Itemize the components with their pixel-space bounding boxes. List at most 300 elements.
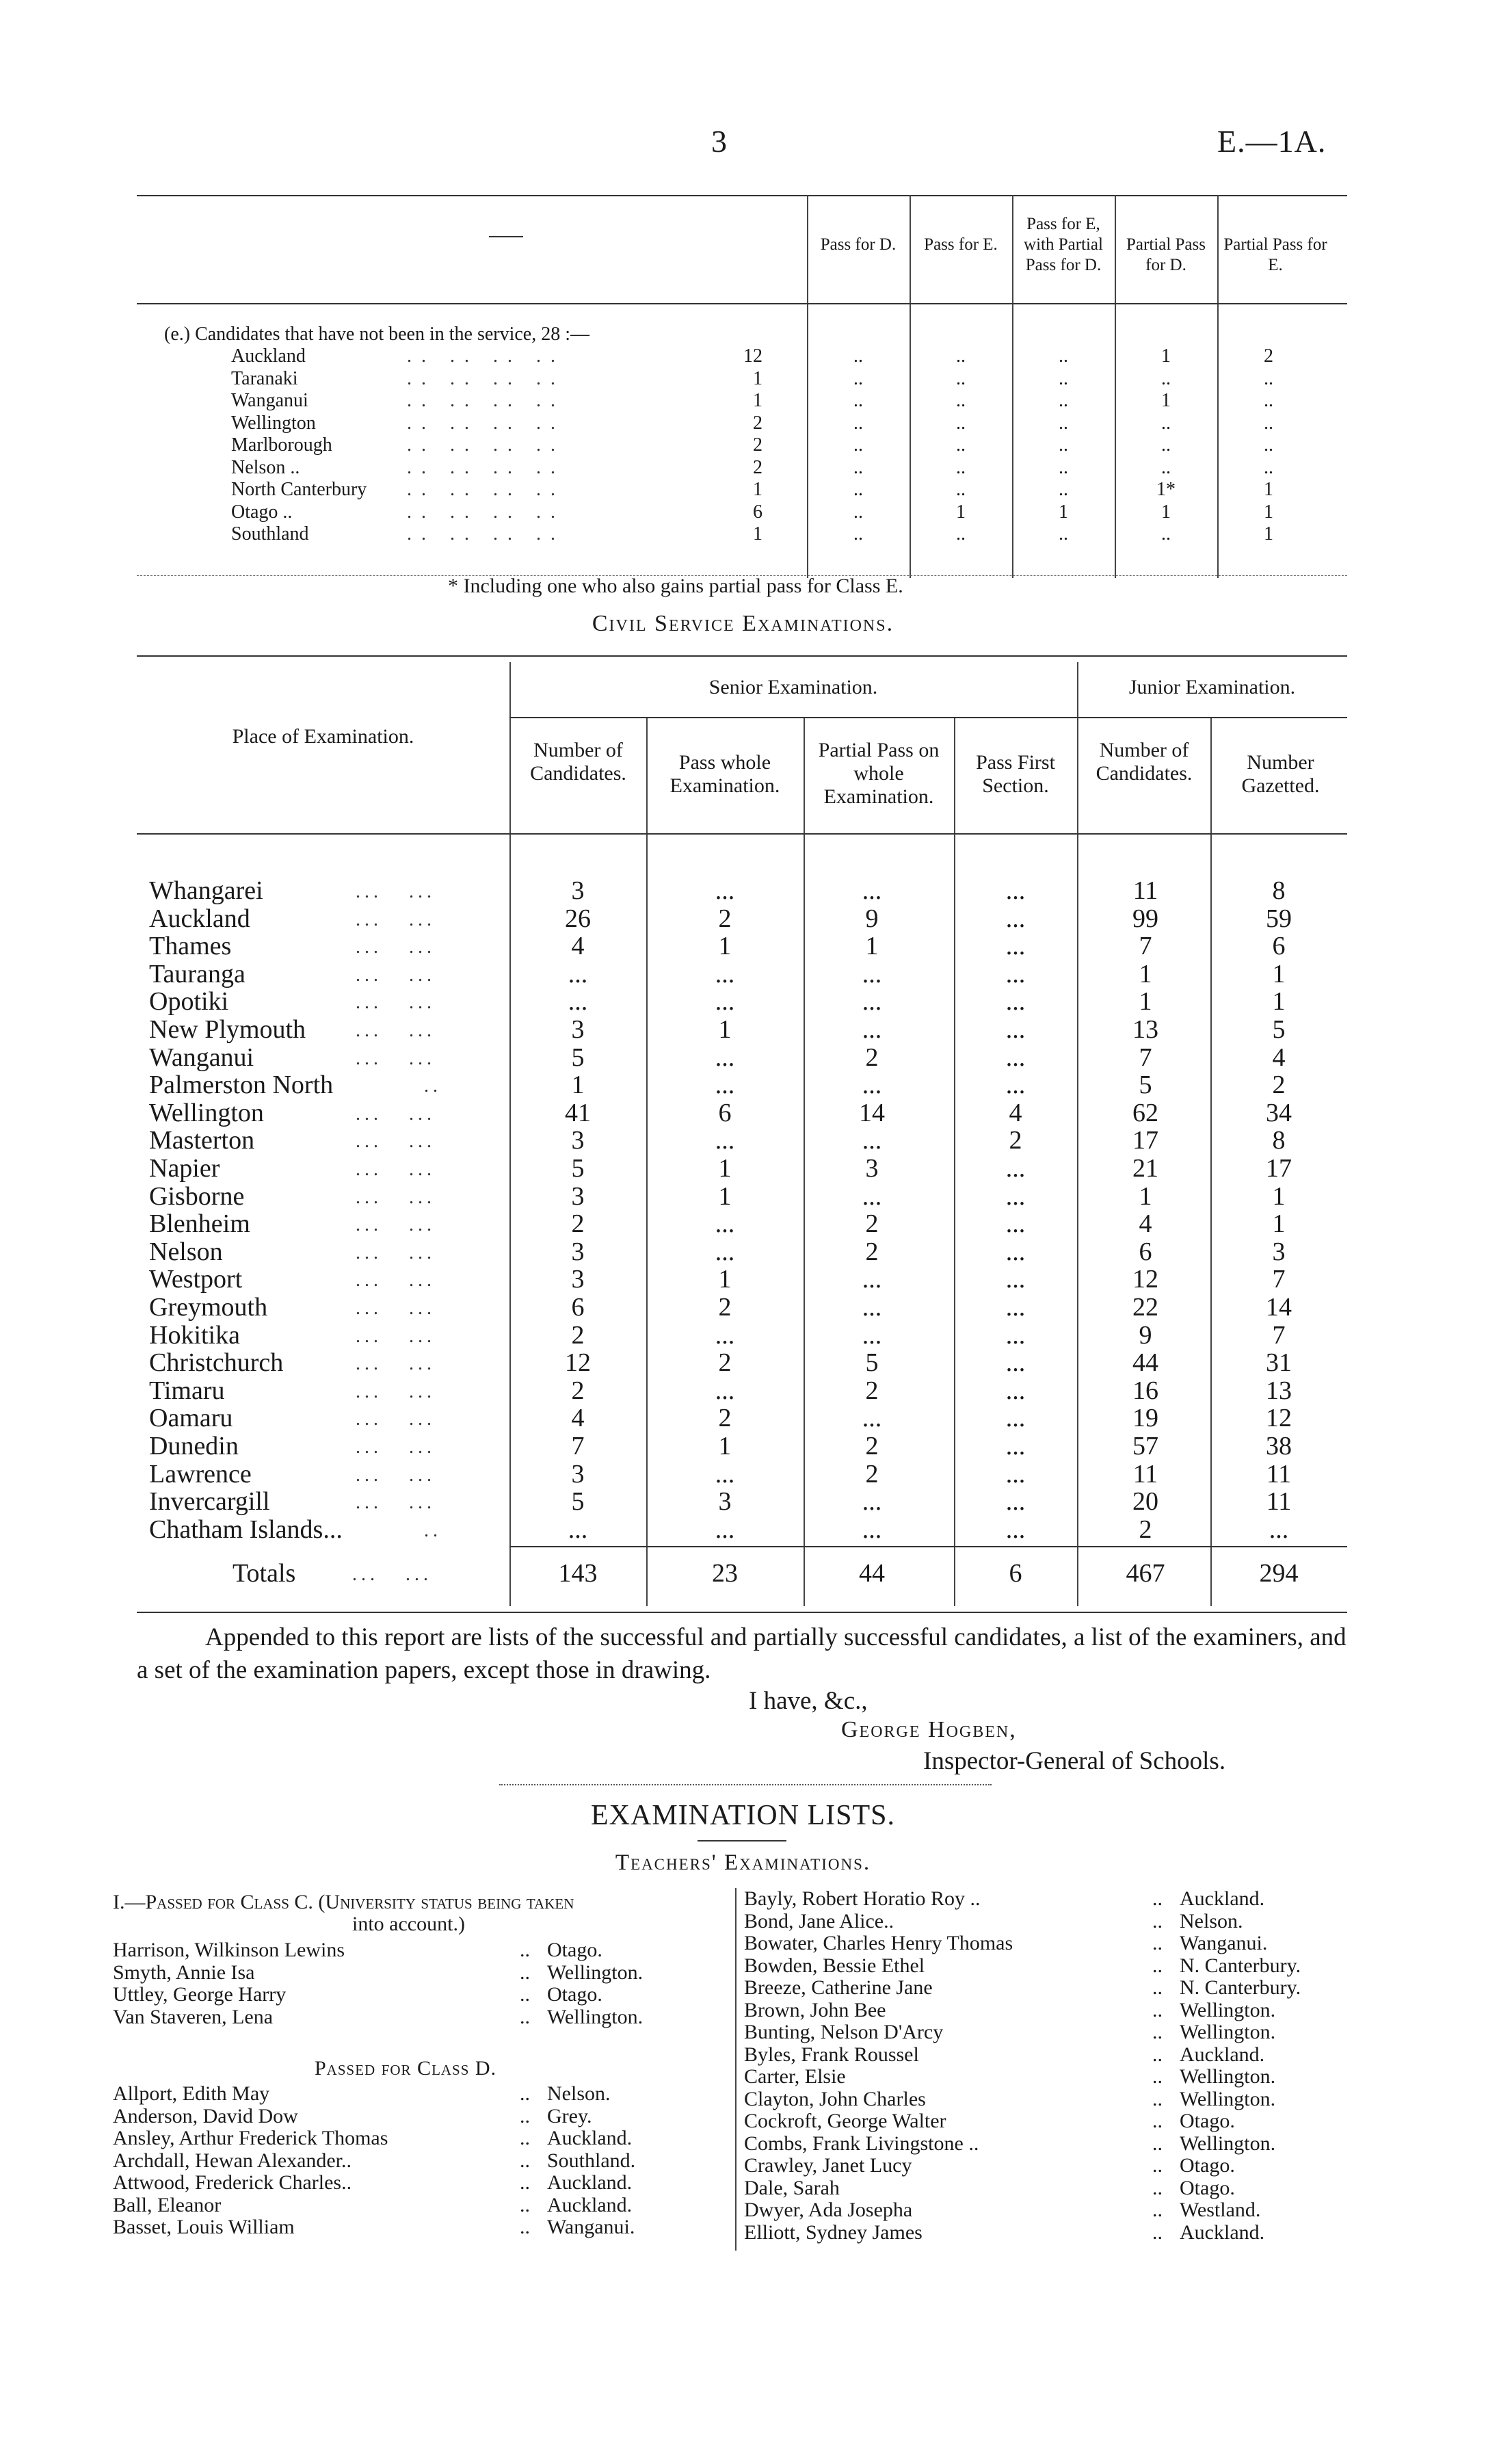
table-row [137,904,1347,931]
list-item-name: Allport, Edith May [113,2082,270,2105]
table-row [137,457,1347,480]
leader-dots: .. .. .. .. [407,479,565,500]
place-name: Hokitika [149,1320,240,1350]
civil-service-title: Civil Service Examinations. [592,611,894,636]
cell-value: 4 [571,1404,585,1433]
footnote: * Including one who also gains partial pass for Class E. [448,575,903,597]
cell-value: ... [1005,1376,1026,1405]
cell-value: 3 [571,876,585,905]
cell-value: 13 [1132,1015,1158,1044]
place-name: North Canterbury [231,479,367,500]
cell-value: 2 [571,1376,585,1405]
candidate-count: 12 [743,345,762,367]
cell-value: ... [862,1320,882,1350]
place-name: Opotiki [149,987,229,1017]
leader-dots: .. .. .. .. [407,456,565,478]
cell-value: 12 [565,1348,591,1378]
table-row [137,412,1347,435]
cell-value: .. [853,345,863,367]
col-header-pass-d: Pass for D. [820,235,897,254]
cell-value: .. [1059,523,1068,545]
cell-value: 2 [1272,1071,1286,1100]
leader-dots: .. .. .. .. [407,390,565,411]
list-item-district: Wanganui. [1180,1932,1268,1954]
col-header-pass-whole: Pass whole Examination. [669,751,780,797]
cell-value: ... [1005,1432,1026,1460]
list-item-name: Attwood, Frederick Charles.. [113,2171,352,2194]
list-item-name: Harrison, Wilkinson Lewins [113,1939,345,1961]
table-row [137,390,1347,412]
section-label: (e.) Candidates that have not been in the service, 28 :— [164,324,590,345]
cell-value: 2 [718,904,732,933]
leader-dots: .. [520,2149,530,2172]
cell-value: 11 [1132,1459,1158,1489]
table-top-rule [137,195,1347,196]
cell-value: ... [1005,1320,1026,1350]
cell-value: 1 [865,932,879,961]
cell-value: 7 [1139,932,1152,961]
leader-dots: .. [520,2104,530,2127]
leader-dots: ... ... [356,1047,436,1069]
cell-value: .. [956,523,966,545]
list-item-district: Wellington. [547,2005,644,2028]
leader-dots: ... ... [356,1492,436,1514]
leader-dots: .. .. .. .. [407,367,565,389]
total-gazetted: 294 [1259,1559,1299,1588]
list-item-name: Brown, John Bee [744,1998,886,2021]
cell-value: 1 [1139,987,1152,1017]
list-item-name: Archdall, Hewan Alexander.. [113,2149,352,2172]
cell-value: 26 [565,904,591,933]
column-divider [735,1888,737,2251]
signatory-title: Inspector-General of Schools. [923,1747,1226,1775]
leader-dots: ... ... [356,1464,436,1486]
place-name: Chatham Islands... [149,1515,343,1544]
cell-value: 3 [571,1126,585,1155]
leader-dots: .. [520,2082,530,2105]
table-row [137,1486,1347,1517]
cell-value: 6 [1272,932,1286,961]
cell-value: .. [1161,456,1171,478]
cell-value: ... [1005,1293,1026,1322]
place-name: New Plymouth [149,1015,306,1044]
cell-value: .. [853,412,863,434]
cell-value: 2 [865,1237,879,1266]
leader-dots: .. [520,1961,530,1984]
cell-value: .. [956,434,966,456]
cell-value: ... [1005,1459,1026,1489]
cell-value: .. [853,367,863,389]
cell-value: .. [1161,412,1171,434]
list-item-district: Southland. [547,2149,636,2172]
table-row [137,959,1347,986]
cell-value: ... [862,1071,882,1100]
place-name: Marlborough [231,434,332,456]
list-item-district: Auckland. [547,2127,633,2149]
leader-dots: ... ... [356,1325,436,1347]
cell-value: 8 [1272,876,1286,905]
cell-value: 1 [1272,987,1286,1017]
leader-dots: .. [1152,2220,1163,2244]
place-name: Otago .. [231,501,293,523]
col-header-pass-e-partial-d: Pass for E, with Partial Pass for D. [1024,215,1103,274]
cell-value: .. [956,456,966,478]
totals-label: Totals [233,1559,296,1588]
leader-dots: .. [520,1939,530,1961]
list-item-district: Auckland. [547,2193,633,2216]
totals-rule [509,1546,1347,1547]
header-dash [489,236,523,237]
col-header-partial-e: Partial Pass for E. [1223,235,1327,274]
cell-value: 14 [1266,1293,1292,1322]
cell-value: 16 [1132,1376,1158,1405]
cell-value: 1 [1161,501,1171,523]
leader-dots: ... ... [356,1131,436,1153]
table-row [137,345,1347,368]
cell-value: ... [862,1126,882,1155]
table-row [137,434,1347,457]
cell-value: 4 [1272,1043,1286,1072]
cell-value: 17 [1266,1154,1292,1183]
place-name: Lawrence [149,1459,252,1489]
cell-value: ... [715,1043,735,1072]
list-item-name: Clayton, John Charles [744,2087,926,2110]
cell-value: 4 [1009,1098,1022,1127]
cell-value: .. [1059,434,1068,456]
cell-value: ... [862,1404,882,1433]
total-junior-candidates: 467 [1126,1559,1165,1588]
table-row [137,1237,1347,1264]
list-item-name: Breeze, Catherine Jane [744,1976,933,1999]
cell-value: 34 [1266,1098,1292,1127]
senior-header: Senior Examination. [708,676,878,698]
candidate-count: 1 [753,523,762,545]
leader-dots: .. [1152,2021,1163,2043]
cell-value: 9 [865,904,879,933]
cell-value: 62 [1132,1098,1158,1127]
cell-value: 41 [565,1098,591,1127]
cell-value: 12 [1132,1265,1158,1294]
place-name: Westport [149,1265,243,1294]
leader-dots: .. .. .. .. [407,523,565,545]
place-name: Thames [149,932,232,961]
place-name: Auckland [149,904,250,933]
cell-value: 14 [859,1098,885,1127]
list-item-district: N. Canterbury. [1180,1976,1301,1999]
list-item-district: Otago. [1180,2176,1235,2199]
cell-value: 4 [571,932,585,961]
list-item-district: Wanganui. [547,2216,635,2238]
list-item-district: Otago. [547,1939,602,1961]
page-number: 3 [711,124,727,159]
table-row [137,1376,1347,1403]
cell-value: ... [1005,932,1026,961]
cell-value: ... [1005,1154,1026,1183]
leader-dots: .. .. .. .. [407,434,565,456]
cell-value: ... [715,987,735,1017]
leader-dots: ... ... [356,1437,436,1458]
cell-value: 1 [1272,1209,1286,1239]
candidate-count: 2 [753,434,762,456]
list-item-name: Byles, Frank Roussel [744,2043,919,2066]
document-code: E.—1A. [1217,124,1327,159]
cell-value: 1* [1156,479,1176,500]
leader-dots: ... ... [356,1353,436,1375]
cell-value: ... [862,1181,882,1211]
cell-value: 1 [718,932,732,961]
title-underline [698,1840,786,1842]
cell-value: .. [956,367,966,389]
col-header-partial-pass: Partial Pass on whole Examination. [818,739,940,808]
cell-value: ... [862,959,882,988]
leader-dots: .. [520,2193,530,2216]
table-row [137,1264,1347,1292]
col-header-first-section: Pass First Section. [976,751,1055,797]
table-row [137,1181,1347,1209]
cell-value: 1 [1161,345,1171,367]
list-item-name: Bunting, Nelson D'Arcy [744,2021,944,2043]
list-item-district: Wellington. [1180,2132,1276,2155]
leader-dots: ... ... [352,1564,432,1585]
cell-value: ... [862,1293,882,1322]
leader-dots: .. [1152,1976,1163,1999]
candidate-count: 1 [753,367,762,389]
cell-value: 11 [1132,876,1158,905]
table-row [137,1125,1347,1153]
cell-value: .. [1161,434,1171,456]
cell-value: ... [1005,1348,1026,1378]
list-item-district: Auckland. [547,2171,633,2194]
totals-row [137,1558,1347,1586]
list-item-name: Dwyer, Ada Josepha [744,2199,913,2221]
cell-value: ... [568,987,588,1017]
cell-value: 1 [718,1015,732,1044]
cell-value: 11 [1266,1487,1292,1517]
list-item-district: Auckland. [1180,2220,1265,2244]
leader-dots: ... ... [356,992,436,1014]
place-name: Nelson [149,1237,223,1266]
cell-value: 7 [1272,1265,1286,1294]
place-name: Wellington [149,1098,264,1127]
cell-value: ... [1005,1265,1026,1294]
table-row [137,1459,1347,1489]
cell-value: .. [956,345,966,367]
list-item-name: Smyth, Annie Isa [113,1961,255,1984]
cell-value: .. [1264,456,1273,478]
teachers-examinations-title: Teachers' Examinations. [615,1850,871,1875]
civil-service-table [137,655,1347,1616]
cell-value: 1 [1272,959,1286,988]
table-row [137,1153,1347,1181]
class-c-heading: I.—Passed for Class C. (University status being taken [113,1891,574,1913]
cell-value: 2 [865,1209,879,1239]
total-pass-whole: 23 [712,1559,738,1588]
cell-value: .. [1059,412,1068,434]
leader-dots: .. [1152,2154,1163,2177]
cell-value: 1 [1161,390,1171,411]
cell-value: 57 [1132,1432,1158,1460]
leader-dots: ... ... [356,908,436,930]
cell-value: .. [956,479,966,500]
closing-text: Appended to this report are lists of the successful and partially successful candidates, a list of the examiners, and a set of the examination papers, except those in drawing. [137,1623,1346,1684]
leader-dots: ... ... [356,1020,436,1041]
cell-value: .. [1059,367,1068,389]
total-partial-pass: 44 [859,1559,885,1588]
candidate-count: 1 [753,390,762,411]
table-row [137,876,1347,903]
cell-value: ... [715,1126,735,1155]
table-row [137,1292,1347,1320]
cell-value: 5 [1139,1071,1152,1100]
leader-dots: .. [520,2216,530,2238]
cell-value: .. [956,390,966,411]
cell-value: 6 [1139,1237,1152,1266]
table-row [137,931,1347,961]
table-row [137,1070,1347,1100]
cell-value: 2 [718,1404,732,1433]
cell-value: 13 [1266,1376,1292,1405]
place-name: Southland [231,523,309,545]
cell-value: ... [715,1515,735,1544]
table-row [137,523,1347,546]
cell-value: 1 [718,1154,732,1183]
cell-value: ... [862,876,882,905]
cell-value: 2 [718,1293,732,1322]
place-name: Greymouth [149,1293,268,1322]
list-item-name: Combs, Frank Livingstone .. [744,2132,979,2155]
cell-value: 2 [1264,345,1273,367]
table-row [137,479,1347,501]
cell-value: 2 [571,1209,585,1239]
place-name: Gisborne [149,1181,245,1211]
cell-value: 22 [1132,1293,1158,1322]
table-row [137,1515,1347,1542]
cell-value: 6 [571,1293,585,1322]
cell-value: 31 [1266,1348,1292,1378]
leader-dots: ... ... [356,1103,436,1125]
leader-dots: .. [424,1075,442,1097]
list-item-name: Bayly, Robert Horatio Roy .. [744,1887,981,1910]
cell-value: .. [956,412,966,434]
cell-value: ... [1005,1209,1026,1239]
list-item-name: Ansley, Arthur Frederick Thomas [113,2127,388,2149]
leader-dots: .. .. .. .. [407,501,565,523]
leader-dots: ... ... [356,1214,436,1236]
place-name: Wanganui [231,390,308,411]
cell-value: 2 [1139,1515,1152,1544]
list-item-name: Bowden, Bessie Ethel [744,1954,925,1977]
cell-value: .. [1264,434,1273,456]
cell-value: ... [862,1515,882,1544]
cell-value: .. [1059,390,1068,411]
cell-value: ... [715,1071,735,1100]
cell-value: ... [715,876,735,905]
cell-value: 1 [1139,1181,1152,1211]
cell-value: 1 [1264,523,1273,545]
leader-dots: .. [1152,2199,1163,2221]
place-name: Wanganui [149,1043,254,1072]
leader-dots: .. [424,1519,442,1541]
cell-value: ... [568,959,588,988]
cell-value: 3 [865,1154,879,1183]
cell-value: 1 [718,1265,732,1294]
col-header-senior-candidates: Number of Candidates. [530,739,626,785]
place-name: Palmerston North [149,1071,334,1100]
cell-value: .. [1264,390,1273,411]
list-item-name: Basset, Louis William [113,2216,295,2238]
leader-dots: .. [520,2171,530,2194]
leader-dots: .. [1152,1887,1163,1910]
cell-value: 7 [571,1432,585,1460]
cell-value: .. [853,501,863,523]
leader-dots: .. [1152,2065,1163,2088]
cell-value: 2 [865,1043,879,1072]
class-c-heading-cont: into account.) [352,1913,465,1935]
list-item-district: Otago. [547,1983,602,2006]
table-bottom-rule [137,1612,1347,1613]
list-item-name: Carter, Elsie [744,2065,846,2088]
cell-value: 7 [1272,1320,1286,1350]
cell-value: 99 [1132,904,1158,933]
place-name: Auckland [231,345,306,367]
cell-value: 2 [1009,1126,1022,1155]
list-item-district: Auckland. [1180,2043,1265,2066]
table-row [137,1403,1347,1433]
cell-value: ... [715,1459,735,1489]
candidate-count: 2 [753,412,762,434]
cell-value: ... [715,1209,735,1239]
leader-dots: ... ... [356,1242,436,1263]
cell-value: 44 [1132,1348,1158,1378]
cell-value: ... [862,1015,882,1044]
cell-value: .. [1161,367,1171,389]
junior-header: Junior Examination. [1128,676,1296,698]
cell-value: ... [715,1237,735,1266]
cell-value: 6 [718,1098,732,1127]
cell-value: 1 [1264,479,1273,500]
list-item-name: Bond, Jane Alice.. [744,1909,894,1932]
signatory-name: George Hogben, [841,1717,1017,1742]
cell-value: 4 [1139,1209,1152,1239]
candidate-count: 6 [753,501,762,523]
class-d-heading: Passed for Class D. [315,2057,497,2080]
leader-dots: ... ... [356,964,436,986]
leader-dots: .. [1152,2043,1163,2066]
cell-value: .. [853,456,863,478]
place-name: Timaru [149,1376,225,1405]
cell-value: ... [715,1320,735,1350]
cell-value: ... [1005,987,1026,1017]
list-item-district: Auckland. [1180,1887,1265,1910]
table-row [137,1014,1347,1042]
table-row [137,1209,1347,1239]
cell-value: .. [1059,345,1068,367]
cell-value: ... [1005,1071,1026,1100]
leader-dots: ... ... [356,1186,436,1208]
col-header-partial-d: Partial Pass for D. [1126,235,1206,274]
leader-dots: ... ... [356,1380,436,1402]
list-item-name: Ball, Eleanor [113,2193,222,2216]
cell-value: 2 [865,1459,879,1489]
cell-value: 3 [571,1237,585,1266]
total-senior-candidates: 143 [558,1559,598,1588]
cell-value: ... [1269,1515,1289,1544]
list-item-district: Wellington. [1180,2021,1276,2043]
list-item-district: Grey. [547,2104,592,2127]
leader-dots: .. [520,1983,530,2006]
place-name: Dunedin [149,1432,239,1460]
leader-dots: .. [520,2127,530,2149]
